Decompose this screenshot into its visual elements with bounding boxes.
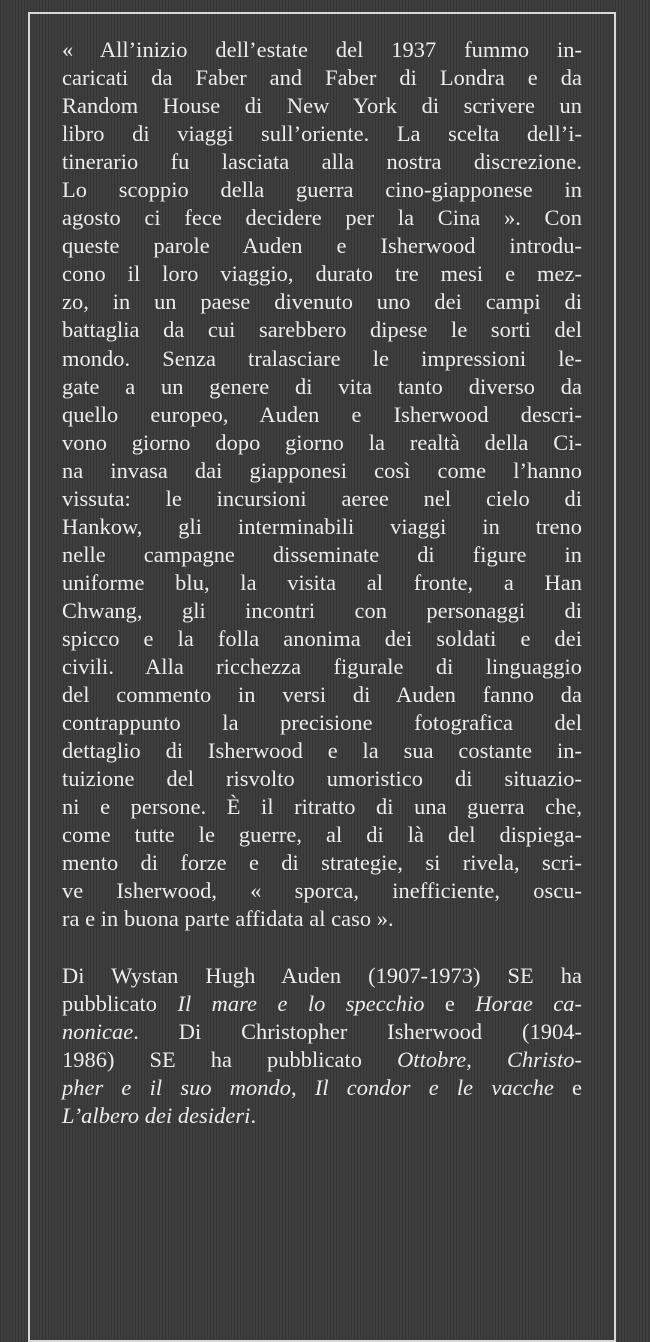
text-span: e xyxy=(424,990,476,1016)
book-title: Horae ca- xyxy=(475,990,582,1016)
synopsis-line: del commento in versi di Auden fanno da xyxy=(62,682,582,708)
synopsis-line: vissuta: le incursioni aeree nel cielo di xyxy=(62,485,582,511)
synopsis-line: come tutte le guerre, al di là del dispiega- xyxy=(62,822,582,848)
synopsis-line: contrappunto la precisione fotografica del xyxy=(62,710,582,736)
synopsis-line: libro di viaggi sull’oriente. La scelta dell’i- xyxy=(62,121,582,147)
synopsis-line: queste parole Auden e Isherwood introdu- xyxy=(62,233,582,259)
text-span: Di Wystan Hugh Auden (1907-1973) SE ha xyxy=(62,962,582,988)
synopsis-line: agosto ci fece decidere per la Cina ». Con xyxy=(62,205,582,231)
book-title: Ottobre xyxy=(397,1046,467,1072)
book-title: Christo- xyxy=(506,1046,583,1072)
synopsis-line: ve Isherwood, « sporca, inefficiente, oscu- xyxy=(62,878,582,904)
synopsis-line: zo, in un paese divenuto uno dei campi di xyxy=(62,289,582,315)
synopsis-line: Hankow, gli interminabili viaggi in treno xyxy=(62,513,582,539)
synopsis-line: na invasa dai giapponesi così come l’hanno xyxy=(62,457,582,483)
synopsis-paragraph xyxy=(62,36,582,934)
text-span: pubblicato xyxy=(62,990,178,1016)
authors-line xyxy=(62,1074,582,1102)
synopsis-line: quello europeo, Auden e Isherwood descri- xyxy=(62,401,582,427)
synopsis-line: tuizione del risvolto umoristico di situazio- xyxy=(62,766,582,792)
book-title: pher e il suo mondo xyxy=(62,1074,291,1100)
synopsis-line: Random House di New York di scrivere un xyxy=(62,93,582,119)
synopsis-line: nelle campagne disseminate di figure in xyxy=(62,541,582,567)
synopsis-line: ra e in buona parte affidata al caso ». xyxy=(62,906,394,932)
synopsis-line: caricati da Faber and Faber di Londra e da xyxy=(62,65,582,91)
book-title: L’albero dei desideri xyxy=(62,1102,251,1128)
text-span: 1986) SE ha pubblicato xyxy=(62,1046,398,1072)
book-title: Il mare e lo specchio xyxy=(177,990,425,1016)
synopsis-line: mondo. Senza tralasciare le impressioni le- xyxy=(62,345,582,371)
back-cover-text xyxy=(62,36,582,1130)
synopsis-line: Lo scoppio della guerra cino-giapponese in xyxy=(62,177,582,203)
book-title: nonicae xyxy=(62,1018,134,1044)
synopsis-line: uniforme blu, la visita al fronte, a Han xyxy=(62,569,582,595)
synopsis-line: Chwang, gli incontri con personaggi di xyxy=(62,597,582,623)
authors-line xyxy=(62,1018,582,1046)
synopsis-line: tinerario fu lasciata alla nostra discrezione. xyxy=(62,149,582,175)
text-span: , xyxy=(466,1046,507,1072)
synopsis-line: civili. Alla ricchezza figurale di linguaggio xyxy=(62,654,582,680)
synopsis-line: vono giorno dopo giorno la realtà della Ci- xyxy=(62,429,582,455)
authors-line xyxy=(62,962,582,990)
authors-paragraph xyxy=(62,962,582,1130)
text-span: . Di Christopher Isherwood (1904- xyxy=(133,1018,582,1044)
authors-line xyxy=(62,990,582,1018)
paragraph-gap xyxy=(62,934,582,962)
synopsis-line: gate a un genere di vita tanto diverso da xyxy=(62,373,582,399)
text-span: e xyxy=(553,1074,582,1100)
synopsis-line: battaglia da cui sarebbero dipese le sorti del xyxy=(62,317,582,343)
book-title: Il condor e le vacche xyxy=(314,1074,554,1100)
synopsis-line: ni e persone. È il ritratto di una guerra che, xyxy=(62,794,582,820)
authors-line xyxy=(62,1046,582,1074)
text-span: . xyxy=(250,1102,257,1128)
synopsis-line: mento di forze e di strategie, si rivela, scri- xyxy=(62,850,582,876)
text-span: , xyxy=(291,1074,315,1100)
synopsis-line: « All’inizio dell’estate del 1937 fummo in- xyxy=(62,37,582,62)
synopsis-line: cono il loro viaggio, durato tre mesi e mez- xyxy=(62,261,582,287)
synopsis-line: dettaglio di Isherwood e la sua costante in- xyxy=(62,738,582,764)
synopsis-line: spicco e la folla anonima dei soldati e dei xyxy=(62,625,582,651)
authors-line xyxy=(62,1102,582,1130)
